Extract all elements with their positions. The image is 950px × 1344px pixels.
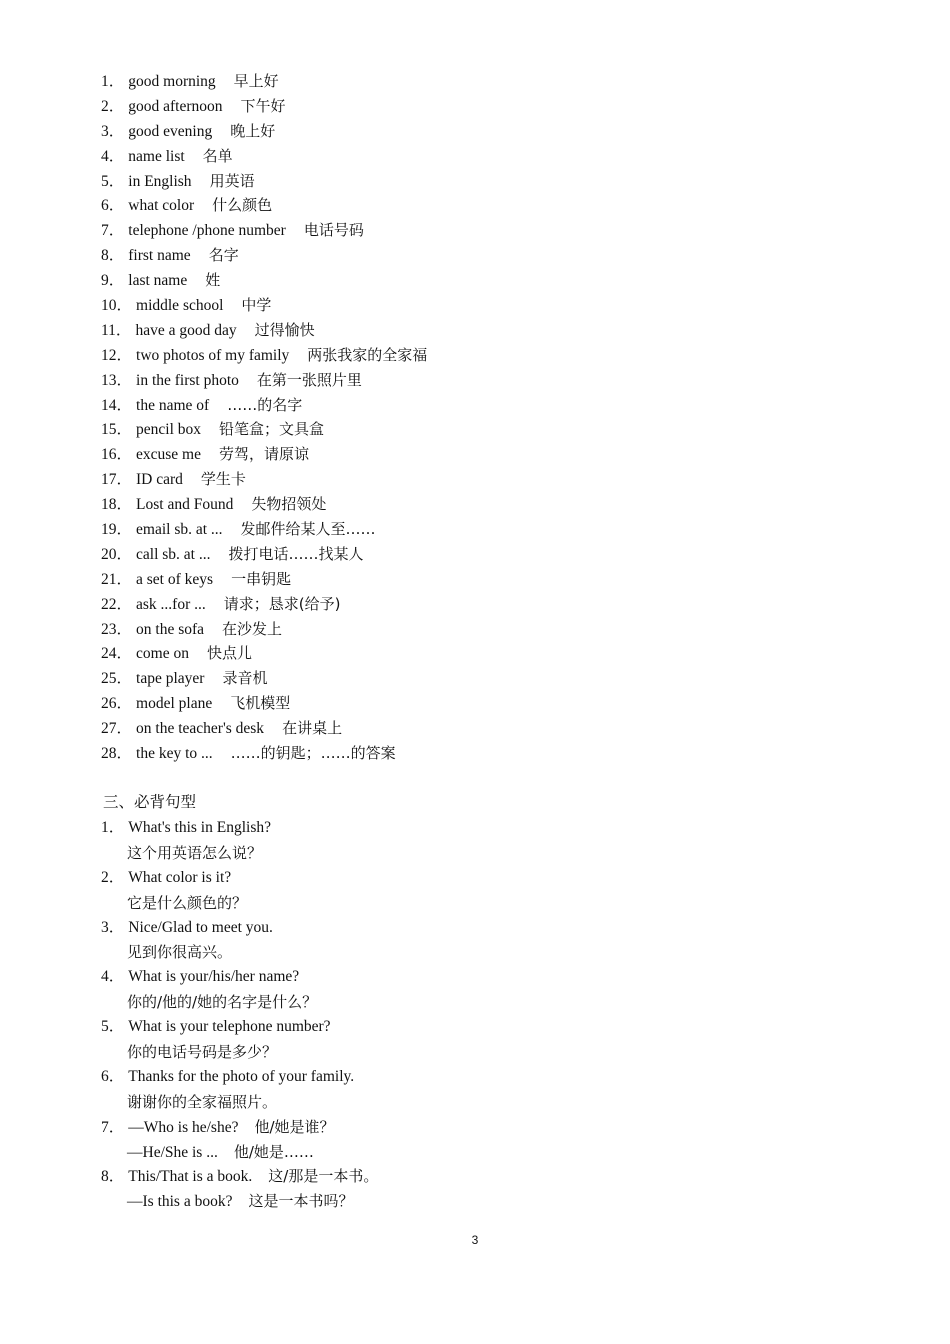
phrase-english: a set of keys [136, 570, 214, 588]
sentence-chinese: 这个用英语怎么说？ [127, 843, 263, 862]
phrase-number: 21． [101, 570, 133, 588]
sentence-number: 2． [101, 868, 125, 886]
phrase-chinese: 在第一张照片里 [256, 370, 362, 389]
sentence-english: Nice/Glad to meet you. [128, 918, 273, 936]
phrase-english: first name [128, 247, 191, 265]
phrase-number: 24． [101, 645, 133, 663]
sentence-chinese: 这/那是一本书。 [268, 1167, 379, 1186]
phrase-english: middle school [136, 297, 224, 315]
sentence-english: This/That is a book. [128, 1168, 253, 1186]
phrase-item [101, 119, 901, 144]
phrase-list [101, 69, 901, 766]
sentence-number: 3． [101, 918, 125, 936]
phrase-number: 13． [101, 371, 133, 389]
sentence-english: What is your/his/her name? [128, 968, 300, 986]
sentence-english: Thanks for the photo of your family. [128, 1067, 355, 1085]
sentence-line [101, 1140, 901, 1165]
sentence-item [101, 1015, 901, 1065]
phrase-item [101, 517, 901, 542]
phrase-chinese: 名单 [202, 146, 233, 165]
phrase-chinese: 快点儿 [206, 644, 252, 663]
phrase-number: 9． [101, 272, 125, 290]
sentence-english: —Is this a book? [127, 1193, 233, 1211]
phrase-english: good evening [128, 122, 213, 140]
phrase-english: call sb. at ... [136, 545, 211, 563]
phrase-chinese: 劳驾，请原谅 [219, 445, 310, 464]
phrase-english: ask ...for ... [136, 595, 206, 613]
phrase-english: excuse me [136, 446, 201, 464]
phrase-english: what color [128, 197, 195, 215]
phrase-item [101, 617, 901, 642]
phrase-chinese: 拨打电话……找某人 [228, 544, 364, 563]
phrase-english: last name [128, 272, 188, 290]
sentence-number: 5． [101, 1018, 125, 1036]
phrase-item [101, 741, 901, 766]
phrase-item [101, 666, 901, 691]
sentence-item [101, 866, 901, 916]
phrase-english: Lost and Found [136, 496, 234, 514]
phrase-chinese: 录音机 [222, 669, 268, 688]
phrase-chinese: 中学 [241, 296, 272, 315]
phrase-english: email sb. at ... [136, 521, 223, 539]
phrase-item [101, 368, 901, 393]
phrase-chinese: ……的钥匙；……的答案 [230, 744, 396, 763]
phrase-number: 25． [101, 670, 133, 688]
phrase-english: on the sofa [136, 620, 205, 638]
phrase-english: telephone /phone number [128, 222, 286, 240]
phrase-item [101, 69, 901, 94]
phrase-number: 20． [101, 545, 133, 563]
sentence-english: What color is it? [128, 868, 232, 886]
phrase-item [101, 318, 901, 343]
phrase-english: name list [128, 147, 185, 165]
phrase-chinese: 请求；恳求(给予) [223, 594, 341, 613]
sentence-line [101, 1065, 901, 1090]
sentence-item [101, 1115, 901, 1165]
phrase-number: 7． [101, 222, 125, 240]
phrase-english: pencil box [136, 421, 202, 439]
phrase-number: 28． [101, 745, 133, 763]
phrase-chinese: 下午好 [240, 96, 286, 115]
phrase-chinese: ……的名字 [227, 395, 303, 414]
phrase-english: tape player [136, 670, 205, 688]
sentence-line [101, 940, 901, 965]
sentence-chinese: 你的/他的/她的名字是什么？ [127, 993, 318, 1012]
sentence-english: —He/She is ... [127, 1143, 218, 1161]
phrase-english: ID card [136, 471, 183, 489]
sentence-line [101, 990, 901, 1015]
phrase-number: 19． [101, 521, 133, 539]
page-number: 3 [471, 1233, 479, 1247]
phrase-number: 5． [101, 172, 125, 190]
phrase-item [101, 343, 901, 368]
phrase-item [101, 218, 901, 243]
sentence-chinese: 这是一本书吗？ [248, 1192, 354, 1211]
phrase-number: 10． [101, 297, 133, 315]
phrase-number: 23． [101, 620, 133, 638]
phrase-english: two photos of my family [136, 346, 290, 364]
sentence-item [101, 1065, 901, 1115]
phrase-english: good afternoon [128, 97, 223, 115]
phrase-number: 15． [101, 421, 133, 439]
phrase-item [101, 641, 901, 666]
phrase-number: 11． [101, 321, 132, 339]
sentence-chinese: 谢谢你的全家福照片。 [127, 1092, 278, 1111]
phrase-english: the key to ... [136, 745, 213, 763]
phrase-item [101, 417, 901, 442]
sentence-number: 7． [101, 1118, 125, 1136]
phrase-number: 18． [101, 496, 133, 514]
sentence-number: 1． [101, 819, 125, 836]
section-heading: 三、必背句型 [103, 793, 197, 811]
phrase-chinese: 在讲桌上 [282, 719, 343, 738]
sentence-english: What's this in English? [128, 819, 271, 836]
phrase-item [101, 442, 901, 467]
phrase-item [101, 144, 901, 169]
phrase-number: 14． [101, 396, 133, 414]
sentence-number: 6． [101, 1067, 125, 1085]
phrase-chinese: 姓 [205, 271, 221, 290]
phrase-chinese: 什么颜色 [212, 196, 273, 215]
sentence-english: What is your telephone number? [128, 1018, 331, 1036]
phrase-chinese: 用英语 [209, 171, 255, 190]
phrase-chinese: 学生卡 [200, 470, 246, 489]
phrase-number: 3． [101, 122, 125, 140]
phrase-number: 16． [101, 446, 133, 464]
phrase-item [101, 268, 901, 293]
phrase-english: in English [128, 172, 192, 190]
phrase-chinese: 失物招领处 [251, 495, 327, 514]
phrase-number: 8． [101, 247, 125, 265]
phrase-number: 1． [101, 73, 125, 90]
sentence-line [101, 1189, 901, 1214]
phrase-english: on the teacher's desk [136, 720, 265, 738]
sentence-line [101, 1115, 901, 1140]
sentence-item [101, 916, 901, 966]
sentence-chinese: 你的电话号码是多少？ [127, 1043, 278, 1062]
sentence-line [101, 891, 901, 916]
phrase-english: in the first photo [136, 371, 239, 389]
phrase-number: 6． [101, 197, 125, 215]
sentence-chinese: 见到你很高兴。 [127, 943, 233, 962]
sentence-line [101, 841, 901, 866]
phrase-item [101, 94, 901, 119]
phrase-number: 4． [101, 147, 125, 165]
phrase-chinese: 过得愉快 [254, 320, 315, 339]
phrase-item [101, 293, 901, 318]
phrase-chinese: 早上好 [233, 72, 279, 90]
sentence-number: 8． [101, 1168, 125, 1186]
phrase-english: good morning [128, 73, 216, 90]
sentence-line [101, 1015, 901, 1040]
sentence-chinese: 它是什么颜色的？ [127, 893, 248, 912]
phrase-item [101, 243, 901, 268]
phrase-chinese: 在沙发上 [222, 619, 283, 638]
phrase-item [101, 716, 901, 741]
phrase-item [101, 691, 901, 716]
phrase-item [101, 467, 901, 492]
phrase-item [101, 193, 901, 218]
phrase-chinese: 电话号码 [303, 221, 364, 240]
sentence-item [101, 816, 901, 866]
sentence-item [101, 965, 901, 1015]
sentence-line [101, 1040, 901, 1065]
phrase-chinese: 飞机模型 [230, 694, 291, 713]
sentence-english: —Who is he/she? [128, 1118, 239, 1136]
phrase-number: 2． [101, 97, 125, 115]
phrase-item [101, 492, 901, 517]
phrase-chinese: 名字 [208, 246, 239, 265]
phrase-number: 22． [101, 595, 133, 613]
sentence-number: 4． [101, 968, 125, 986]
phrase-number: 26． [101, 695, 133, 713]
phrase-english: model plane [136, 695, 213, 713]
sentence-chinese: 他/她是…… [233, 1142, 314, 1161]
phrase-item [101, 542, 901, 567]
sentence-line [101, 1090, 901, 1115]
sentence-line [101, 1164, 901, 1189]
sentence-list [101, 816, 901, 1214]
sentence-line [101, 965, 901, 990]
phrase-english: come on [136, 645, 189, 663]
sentence-line [101, 816, 901, 841]
sentence-line [101, 866, 901, 891]
phrase-number: 12． [101, 346, 133, 364]
phrase-number: 27． [101, 720, 133, 738]
phrase-chinese: 晚上好 [230, 121, 276, 140]
phrase-chinese: 铅笔盒；文具盒 [219, 420, 325, 439]
phrase-chinese: 发邮件给某人至…… [240, 520, 376, 539]
phrase-number: 17． [101, 471, 133, 489]
sentence-chinese: 他/她是谁？ [254, 1117, 335, 1136]
phrase-item [101, 169, 901, 194]
phrase-english: have a good day [135, 321, 237, 339]
sentence-line [101, 916, 901, 941]
phrase-item [101, 592, 901, 617]
phrase-chinese: 两张我家的全家福 [307, 345, 428, 364]
phrase-item [101, 567, 901, 592]
phrase-item [101, 393, 901, 418]
phrase-english: the name of [136, 396, 210, 414]
sentence-item [101, 1164, 901, 1214]
phrase-chinese: 一串钥匙 [231, 569, 292, 588]
